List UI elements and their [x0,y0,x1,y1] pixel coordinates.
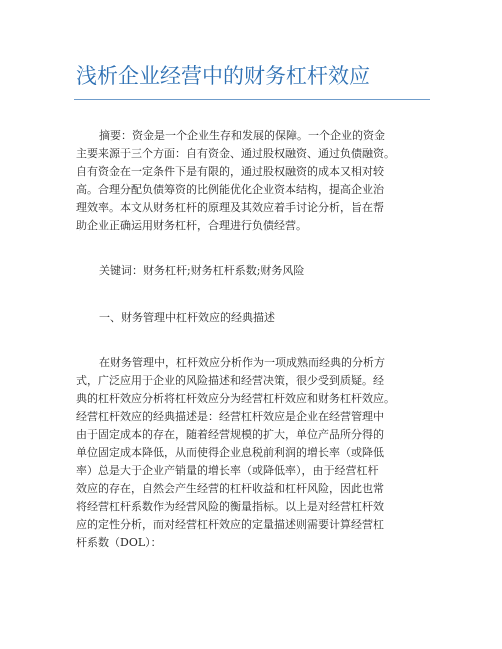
abstract-line: 高。合理分配负债筹资的比例能优化企业资本结构，提高企业治 [76,183,384,196]
abstract-line: 助企业正确运用财务杠杆，合理进行负债经营。 [76,219,307,232]
body-line: 应的定性分析，而对经营杠杆效应的定量描述则需要计算经营杠 [76,518,384,531]
document-title: 浅析企业经营中的财务杠杆效应 [76,64,370,88]
abstract-line: 主要来源于三个方面：自有资金、通过股权融资、通过负债融资。 [76,147,395,160]
body-line: 典的杠杆效应分析将杠杆效应分为经营杠杆效应和财务杠杆效应。 [76,392,395,405]
section-heading: 一、财务管理中杠杆效应的经典描述 [99,311,275,324]
body-line: 由于固定成本的存在，随着经营规模的扩大，单位产品所分得的 [76,428,384,441]
abstract-line: 自有资金在一定条件下是有限的，通过股权融资的成本又相对较 [76,165,384,178]
abstract-line: 理效率。本文从财务杠杆的原理及其效应着手讨论分析，旨在帮 [76,201,384,214]
body-line: 率）总是大于企业产销量的增长率（或降低率），由于经营杠杆 [76,464,379,477]
body-line: 单位固定成本降低，从而使得企业息税前利润的增长率（或降低 [76,446,384,459]
body-line: 式，广泛应用于企业的风险描述和经营决策，很少受到质疑。经 [76,374,384,387]
body-line: 杆系数（DOL）： [76,536,162,549]
abstract-line: 摘要：资金是一个企业生存和发展的保障。一个企业的资金 [99,129,385,142]
keywords: 关键词：财务杠杆;财务杠杆系数;财务风险 [99,264,305,277]
title-underline [74,99,430,100]
body-line: 将经营杠杆系数作为经营风险的衡量指标。以上是对经营杠杆效 [76,500,384,513]
body-line: 在财务管理中，杠杆效应分析作为一项成熟而经典的分析方 [99,356,385,369]
body-line: 经营杠杆效应的经典描述是：经营杠杆效应是企业在经营管理中 [76,410,384,423]
body-line: 效应的存在，自然会产生经营的杠杆收益和杠杆风险，因此也常 [76,482,384,495]
